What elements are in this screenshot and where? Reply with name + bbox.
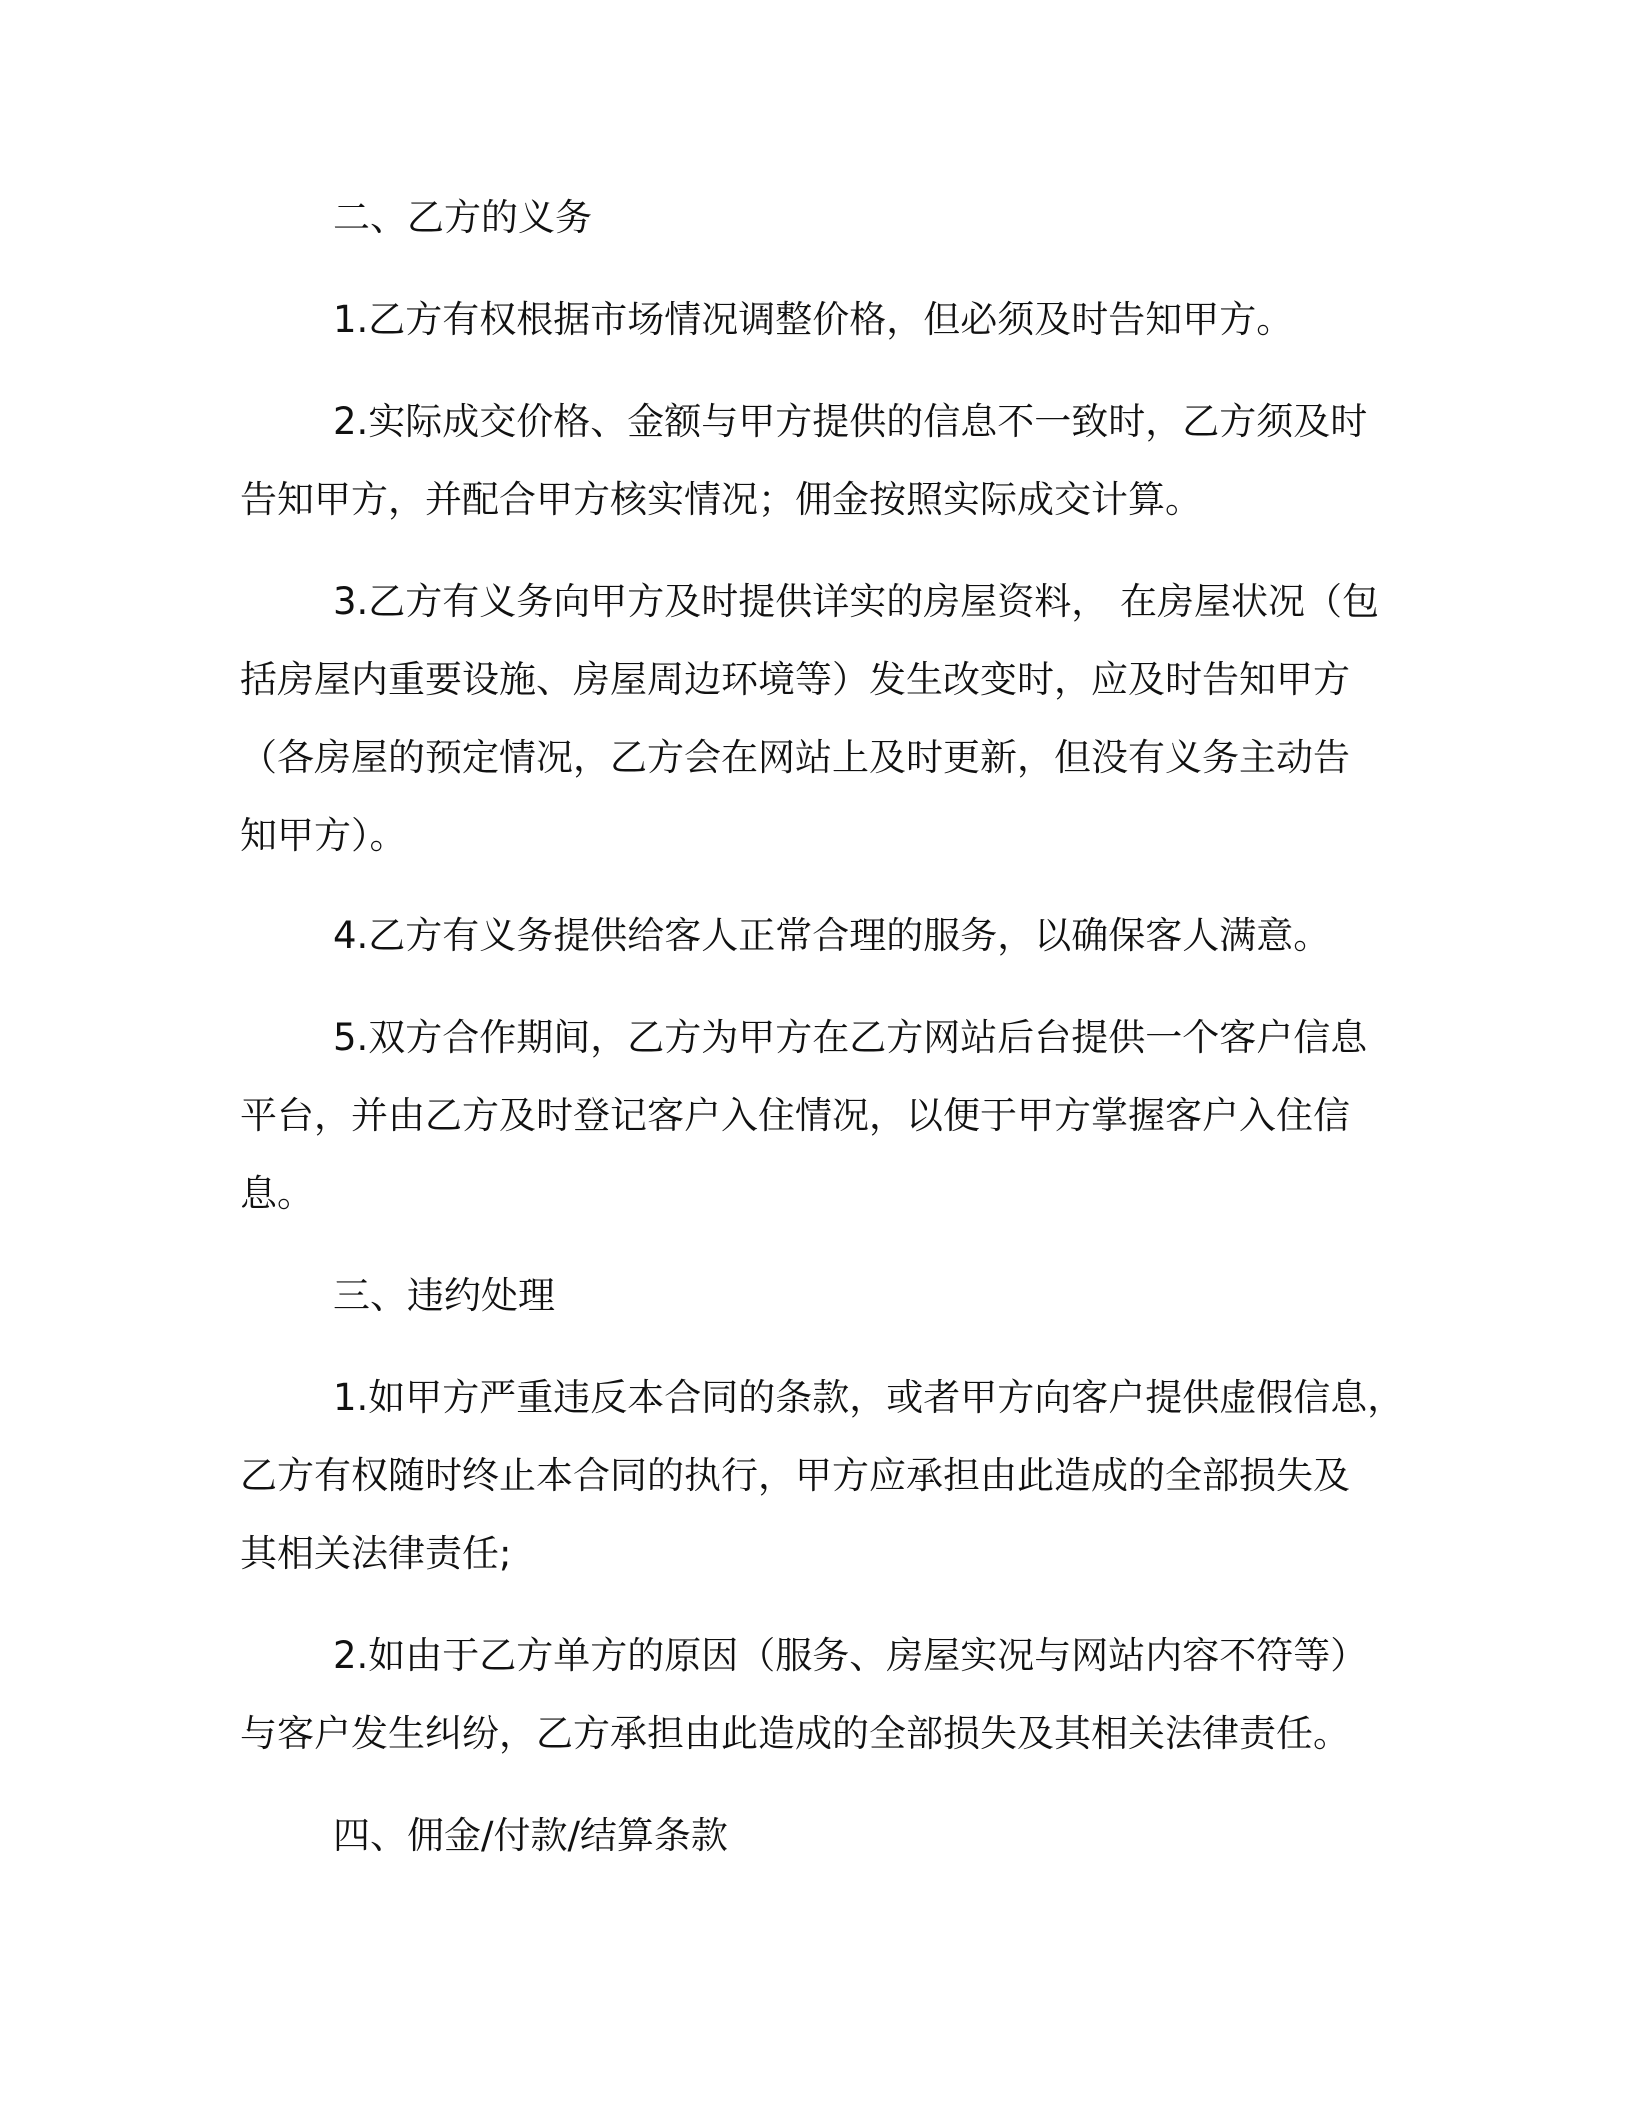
breach-clause-1-line-2: 乙方有权随时终止本合同的执行，甲方应承担由此造成的全部损失及	[240, 1454, 1350, 1497]
breach-clause-2-line-2: 与客户发生纠纷，乙方承担由此造成的全部损失及其相关法律责任。	[240, 1712, 1350, 1755]
section-heading-breach: 三、违约处理	[333, 1274, 555, 1317]
breach-clause-1-line-3: 其相关法律责任;	[240, 1532, 512, 1575]
clause-3-line-4: 知甲方）。	[240, 814, 407, 857]
clause-2-line-2: 告知甲方，并配合甲方核实情况；佣金按照实际成交计算。	[240, 478, 1202, 521]
breach-clause-1-line-1: 1.如甲方严重违反本合同的条款，或者甲方向客户提供虚假信息，	[333, 1376, 1405, 1419]
clause-3-line-1: 3.乙方有义务向甲方及时提供详实的房屋资料， 在房屋状况（包	[333, 580, 1380, 623]
section-heading-obligations: 二、乙方的义务	[333, 196, 592, 239]
clause-3-line-2: 括房屋内重要设施、房屋周边环境等）发生改变时，应及时告知甲方	[240, 658, 1350, 701]
clause-5-line-2: 平台，并由乙方及时登记客户入住情况，以便于甲方掌握客户入住信	[240, 1094, 1350, 1137]
clause-1-line-1: 1.乙方有权根据市场情况调整价格，但必须及时告知甲方。	[333, 298, 1294, 341]
breach-clause-2-line-1: 2.如由于乙方单方的原因（服务、房屋实况与网站内容不符等）	[333, 1634, 1368, 1677]
section-heading-commission: 四、佣金/付款/结算条款	[333, 1814, 728, 1857]
clause-4-line-1: 4.乙方有义务提供给客人正常合理的服务，以确保客人满意。	[333, 914, 1331, 957]
clause-2-line-1: 2.实际成交价格、金额与甲方提供的信息不一致时，乙方须及时	[333, 400, 1368, 443]
clause-5-line-1: 5.双方合作期间，乙方为甲方在乙方网站后台提供一个客户信息	[333, 1016, 1368, 1059]
clause-3-line-3: （各房屋的预定情况，乙方会在网站上及时更新，但没有义务主动告	[240, 736, 1350, 779]
clause-5-line-3: 息。	[240, 1172, 314, 1215]
